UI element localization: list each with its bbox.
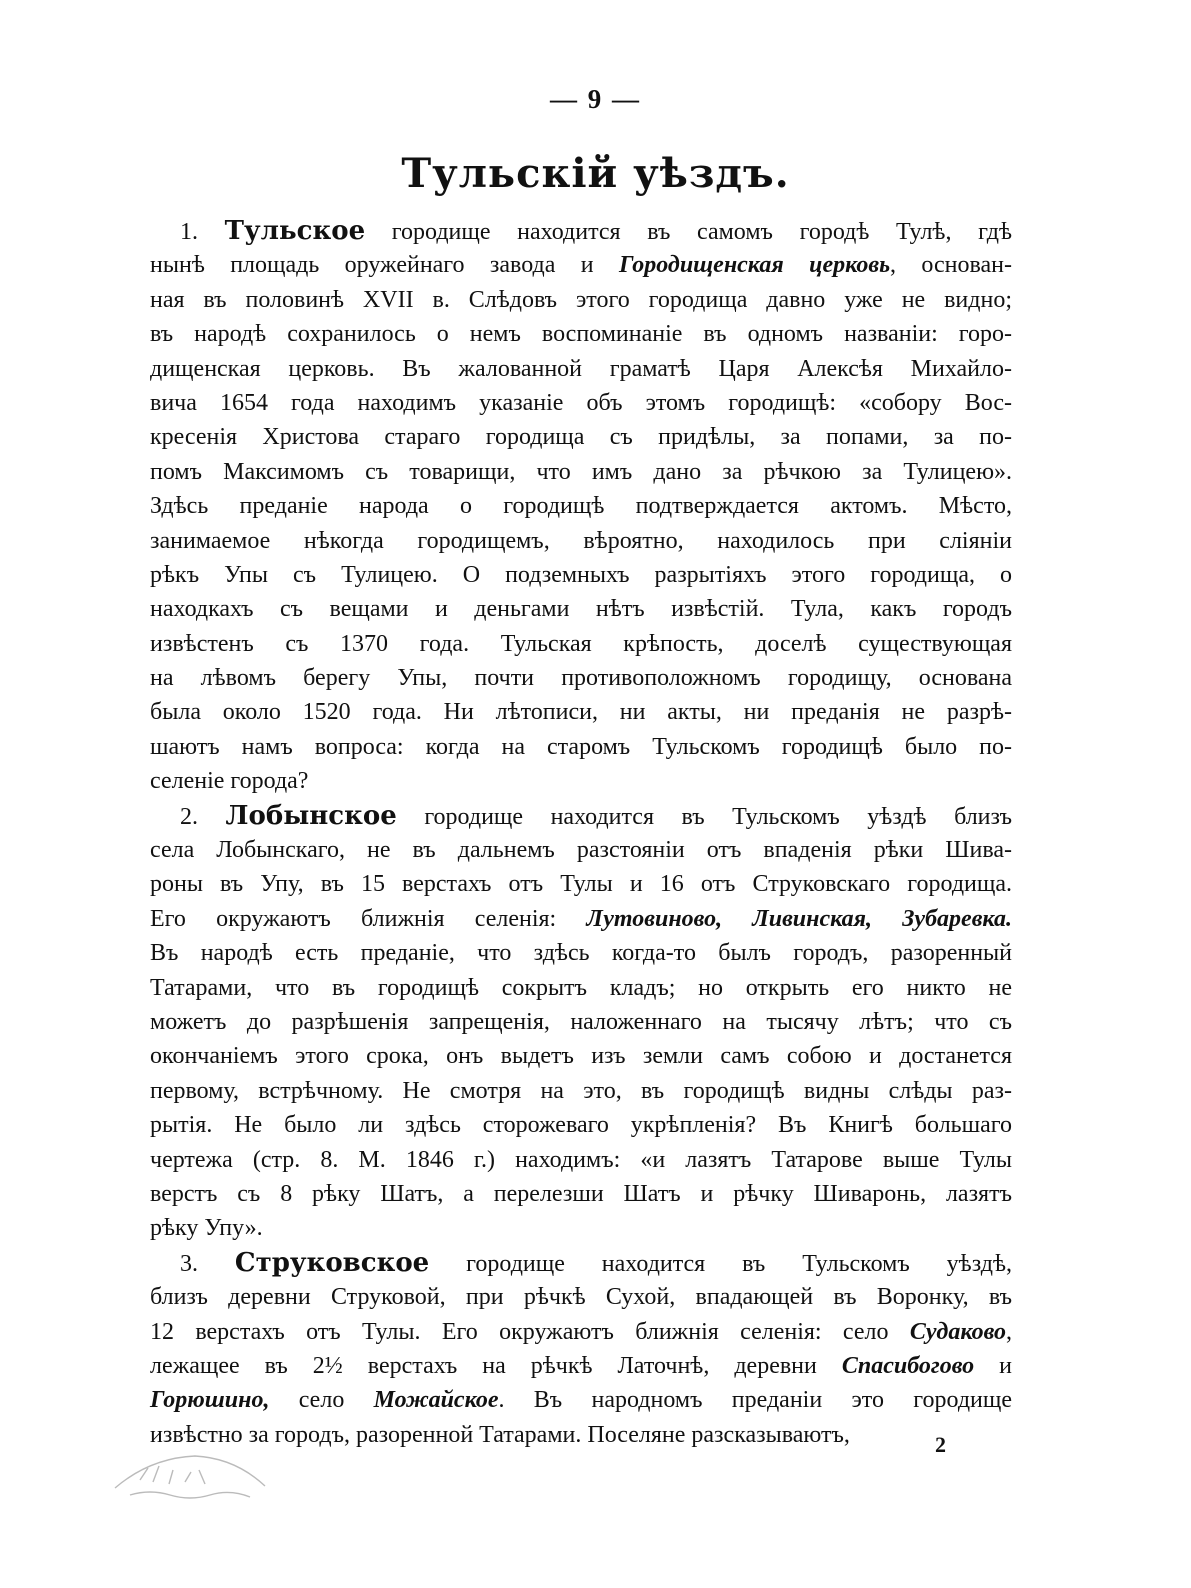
text-segment: роны въ Упу, въ 15 верстахъ отъ Тулы и 16 отъ Струковскаго городища. <box>150 871 1012 898</box>
text-line <box>150 902 1012 936</box>
body-text <box>150 214 1012 1452</box>
text-line <box>150 455 1012 489</box>
text-line <box>150 248 1012 282</box>
text-segment: , <box>1006 1318 1012 1345</box>
text-line <box>150 1177 1012 1211</box>
text-line <box>150 936 1012 970</box>
text-line <box>150 558 1012 592</box>
library-stamp <box>110 1440 270 1510</box>
text-line <box>150 420 1012 454</box>
text-line <box>150 1315 1012 1349</box>
paragraph <box>150 1246 1012 1452</box>
text-segment: рѣкъ Упы съ Тулицею. О подземныхъ разрытіяхъ этого городища, о <box>150 561 1012 588</box>
text-line <box>150 214 1012 248</box>
text-line <box>150 1143 1012 1177</box>
text-line <box>150 1039 1012 1073</box>
text-segment: извѣстенъ съ 1370 года. Тульская крѣпость, доселѣ существующая <box>150 630 1012 657</box>
text-segment: можетъ до разрѣшенія запрещенія, наложеннаго на тысячу лѣтъ; что съ <box>150 1008 1012 1035</box>
text-segment: кресенія Христова стараго городища съ придѣлы, за попами, за по- <box>150 424 1012 451</box>
text-segment: помъ Максимомъ съ товарищи, что имъ дано за рѣчкою за Тулицею». <box>150 458 1012 485</box>
settlement-heading: Струковское <box>234 1247 430 1278</box>
text-segment: занимаемое нѣкогда городищемъ, вѣроятно, находилось при сліяніи <box>150 527 1012 554</box>
settlement-heading: Тульское <box>224 216 366 246</box>
text-line <box>150 283 1012 317</box>
signature-mark: 2 <box>935 1432 946 1457</box>
text-segment: находкахъ съ вещами и деньгами нѣтъ извѣстій. Тула, какъ городъ <box>150 596 1012 623</box>
text-segment: окончаніемъ этого срока, онъ выдетъ изъ земли самъ собою и достанется <box>150 1043 1012 1070</box>
text-segment: 1. <box>180 219 225 245</box>
text-line <box>150 1246 1012 1280</box>
text-line <box>150 1005 1012 1039</box>
text-line <box>150 352 1012 386</box>
text-line <box>150 1074 1012 1108</box>
text-segment: была около 1520 года. Ни лѣтописи, ни акты, ни преданія не разрѣ- <box>150 699 1012 726</box>
text-segment: Въ народѣ есть преданіе, что здѣсь когда-то былъ городъ, разоренный <box>150 940 1012 967</box>
paragraph <box>150 799 1012 1246</box>
text-line <box>150 799 1012 833</box>
text-segment: лежащее въ 2½ верстахъ на рѣчкѣ Латочнѣ, деревни <box>150 1352 842 1379</box>
text-segment: , основан- <box>890 252 1013 279</box>
text-segment: вича 1654 года находимъ указаніе объ этомъ городищѣ: «собору Вос- <box>150 389 1012 416</box>
text-segment: шаютъ намъ вопроса: когда на старомъ Тульскомъ городищѣ было по- <box>150 733 1012 760</box>
text-segment: . Въ народномъ преданіи это городище <box>498 1387 1013 1414</box>
text-segment: и <box>974 1352 1013 1379</box>
text-segment: Его окружаютъ ближнія селенія: <box>150 905 587 932</box>
text-segment: ная въ половинѣ XVII в. Слѣдовъ этого городища давно уже не видно; <box>150 286 1012 313</box>
text-line <box>150 661 1012 695</box>
italic-term: Можайское <box>373 1387 499 1414</box>
chapter-title: Тульскій уѣздъ. <box>401 150 790 197</box>
text-segment: верстъ съ 8 рѣку Шатъ, а перелезши Шатъ и рѣчку Шиваронь, лазятъ <box>150 1180 1012 1207</box>
text-line <box>150 592 1012 626</box>
text-line <box>150 1418 1012 1452</box>
text-segment: близъ деревни Струковой, при рѣчкѣ Сухой, впадающей въ Воронку, въ <box>150 1284 1012 1311</box>
italic-term: Судаково <box>909 1318 1006 1345</box>
text-segment: 12 верстахъ отъ Тулы. Его окружаютъ ближнія селенія: село <box>150 1318 910 1345</box>
italic-term: Спасибогово <box>841 1352 975 1379</box>
italic-term: Городищенская церковь <box>618 252 891 279</box>
text-segment: городище находится въ самомъ городѣ Тулѣ, гдѣ <box>365 219 1012 245</box>
text-line <box>150 730 1012 764</box>
text-segment: дищенская церковь. Въ жалованной граматѣ Царя Алексѣя Михайло- <box>150 355 1012 382</box>
text-segment: городище находится въ Тульскомъ уѣздѣ близъ <box>396 803 1013 830</box>
text-line <box>150 1383 1012 1417</box>
italic-term: Горюшино, <box>150 1387 270 1414</box>
page-number: — 9 — <box>550 84 641 114</box>
text-line <box>150 524 1012 558</box>
text-segment: села Лобынскаго, не въ дальнемъ разстояніи отъ впаденія рѣки Шива- <box>150 837 1012 864</box>
text-line <box>150 1349 1012 1383</box>
text-segment: Здѣсь преданіе народа о городищѣ подтверждается актомъ. Мѣсто, <box>150 493 1012 520</box>
text-line <box>150 971 1012 1005</box>
text-line <box>150 1211 1012 1245</box>
text-segment: рѣку Упу». <box>150 1215 263 1242</box>
text-segment: въ народѣ сохранилось о немъ воспоминаніе въ одномъ названіи: горо- <box>150 321 1012 348</box>
paragraph <box>150 214 1012 799</box>
text-line <box>150 386 1012 420</box>
text-line <box>150 489 1012 523</box>
text-line <box>150 317 1012 351</box>
text-segment: городище находится въ Тульскомъ уѣздѣ, <box>429 1250 1012 1277</box>
text-line <box>150 764 1012 798</box>
text-segment: село <box>269 1387 374 1414</box>
text-segment: рытія. Не было ли здѣсь сторожеваго укрѣпленія? Въ Книгѣ большаго <box>150 1112 1012 1139</box>
text-segment: 2. <box>180 803 226 830</box>
settlement-heading: Лобынское <box>225 800 397 831</box>
italic-term: Лутовиново, Ливинская, Зубаревка. <box>586 905 1012 932</box>
text-line <box>150 833 1012 867</box>
text-segment: селеніе города? <box>150 768 309 795</box>
text-segment: 3. <box>180 1250 235 1277</box>
text-line <box>150 695 1012 729</box>
text-segment: на лѣвомъ берегу Упы, почти противоположномъ городищу, основана <box>150 665 1012 692</box>
text-line <box>150 627 1012 661</box>
text-segment: первому, встрѣчному. Не смотря на это, въ городищѣ видны слѣды раз- <box>150 1077 1012 1104</box>
text-line <box>150 1108 1012 1142</box>
text-segment: чертежа (стр. 8. М. 1846 г.) находимъ: «и лазятъ Татарове выше Тулы <box>150 1146 1012 1173</box>
text-segment: Татарами, что въ городищѣ сокрытъ кладъ; но открыть его никто не <box>150 974 1012 1001</box>
text-line <box>150 1280 1012 1314</box>
text-line <box>150 867 1012 901</box>
text-segment: извѣстно за городъ, разоренной Татарами. Поселяне разсказываютъ, <box>150 1421 850 1448</box>
text-segment: нынѣ площадь оружейнаго завода и <box>150 252 619 279</box>
